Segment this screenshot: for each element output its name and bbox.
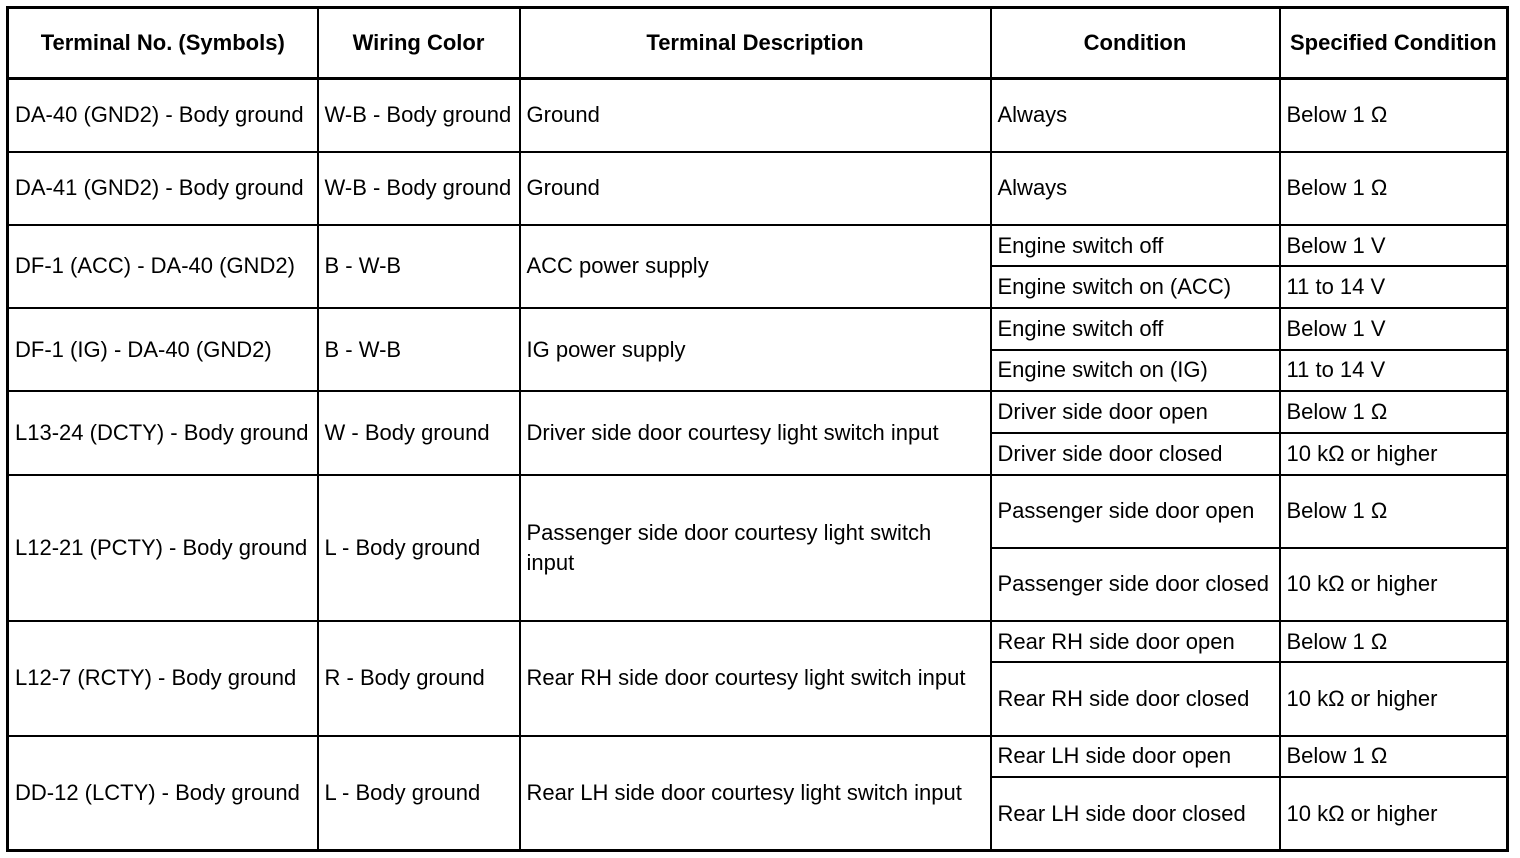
condition-cell: Rear RH side door closed — [991, 662, 1280, 735]
description-cell: ACC power supply — [520, 225, 991, 308]
condition-cell: Rear LH side door closed — [991, 777, 1280, 850]
condition-cell: Always — [991, 152, 1280, 225]
wiring-cell: L - Body ground — [318, 736, 520, 851]
header-description: Terminal Description — [520, 8, 991, 79]
specified-cell: Below 1 Ω — [1280, 391, 1508, 433]
header-row — [8, 8, 1508, 79]
description-cell: Driver side door courtesy light switch input — [520, 391, 991, 474]
terminal-cell: L13-24 (DCTY) - Body ground — [8, 391, 318, 474]
condition-cell: Passenger side door open — [991, 475, 1280, 548]
specified-cell: 10 kΩ or higher — [1280, 777, 1508, 850]
condition-cell: Engine switch off — [991, 225, 1280, 267]
specified-cell: Below 1 V — [1280, 308, 1508, 350]
table-row — [8, 736, 1508, 778]
specified-cell: Below 1 Ω — [1280, 79, 1508, 152]
header-specified-condition: Specified Condition — [1280, 8, 1508, 79]
description-cell: Rear RH side door courtesy light switch input — [520, 621, 991, 736]
condition-cell: Driver side door open — [991, 391, 1280, 433]
terminal-cell: L12-21 (PCTY) - Body ground — [8, 475, 318, 621]
table-row — [8, 152, 1508, 225]
header-condition: Condition — [991, 8, 1280, 79]
table-row — [8, 79, 1508, 152]
wiring-cell: W - Body ground — [318, 391, 520, 474]
terminal-cell: DF-1 (IG) - DA-40 (GND2) — [8, 308, 318, 391]
specified-cell: 10 kΩ or higher — [1280, 548, 1508, 621]
terminal-cell: L12-7 (RCTY) - Body ground — [8, 621, 318, 736]
header-terminal: Terminal No. (Symbols) — [8, 8, 318, 79]
terminal-cell: DA-41 (GND2) - Body ground — [8, 152, 318, 225]
specified-cell: Below 1 Ω — [1280, 152, 1508, 225]
specified-cell: 10 kΩ or higher — [1280, 433, 1508, 475]
description-cell: IG power supply — [520, 308, 991, 391]
wiring-cell: B - W-B — [318, 225, 520, 308]
terminal-cell: DF-1 (ACC) - DA-40 (GND2) — [8, 225, 318, 308]
table-row — [8, 308, 1508, 350]
description-cell: Rear LH side door courtesy light switch input — [520, 736, 991, 851]
specified-cell: Below 1 Ω — [1280, 736, 1508, 778]
table-row — [8, 621, 1508, 663]
condition-cell: Passenger side door closed — [991, 548, 1280, 621]
specified-cell: 11 to 14 V — [1280, 266, 1508, 308]
condition-cell: Engine switch off — [991, 308, 1280, 350]
table-row — [8, 225, 1508, 267]
description-cell: Passenger side door courtesy light switch input — [520, 475, 991, 621]
condition-cell: Always — [991, 79, 1280, 152]
specified-cell: 10 kΩ or higher — [1280, 662, 1508, 735]
specified-cell: 11 to 14 V — [1280, 350, 1508, 392]
table-row — [8, 475, 1508, 548]
specified-cell: Below 1 V — [1280, 225, 1508, 267]
specified-cell: Below 1 Ω — [1280, 475, 1508, 548]
condition-cell: Engine switch on (ACC) — [991, 266, 1280, 308]
condition-cell: Driver side door closed — [991, 433, 1280, 475]
description-cell: Ground — [520, 79, 991, 152]
terminal-cell: DA-40 (GND2) - Body ground — [8, 79, 318, 152]
header-wiring-color: Wiring Color — [318, 8, 520, 79]
specified-cell: Below 1 Ω — [1280, 621, 1508, 663]
condition-cell: Rear RH side door open — [991, 621, 1280, 663]
condition-cell: Rear LH side door open — [991, 736, 1280, 778]
description-cell: Ground — [520, 152, 991, 225]
wiring-cell: B - W-B — [318, 308, 520, 391]
wiring-cell: L - Body ground — [318, 475, 520, 621]
condition-cell: Engine switch on (IG) — [991, 350, 1280, 392]
wiring-cell: W-B - Body ground — [318, 152, 520, 225]
terminal-cell: DD-12 (LCTY) - Body ground — [8, 736, 318, 851]
table-row — [8, 391, 1508, 433]
terminal-spec-table — [6, 6, 1509, 852]
wiring-cell: W-B - Body ground — [318, 79, 520, 152]
wiring-cell: R - Body ground — [318, 621, 520, 736]
